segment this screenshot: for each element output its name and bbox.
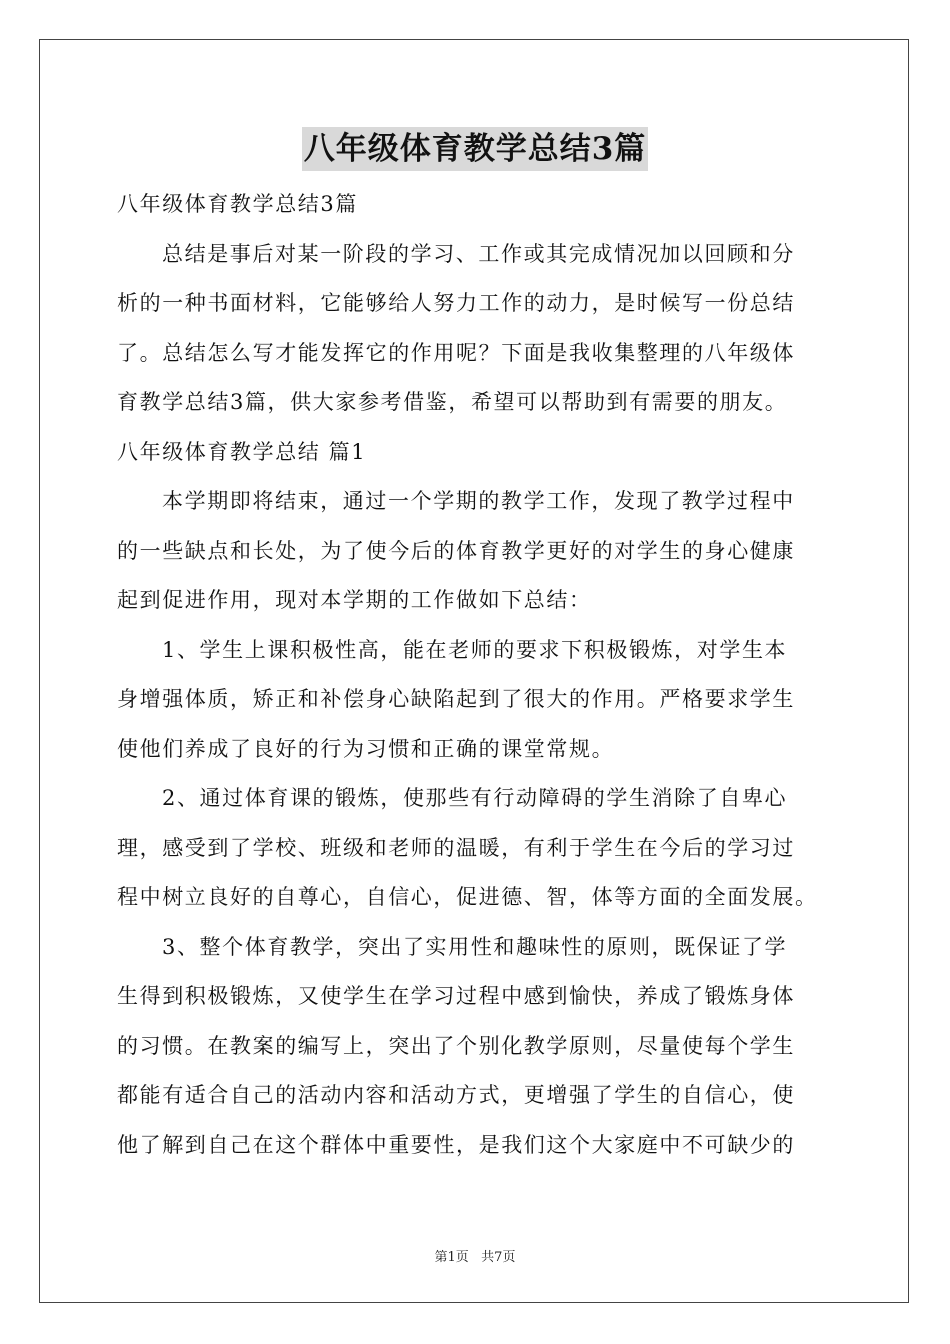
paragraph-line: 理，感受到了学校、班级和老师的温暖，有利于学生在今后的学习过 <box>117 835 795 860</box>
paragraph-line: 1、学生上课积极性高，能在老师的要求下积极锻炼，对学生本 <box>162 637 788 662</box>
paragraph-line: 了。总结怎么写才能发挥它的作用呢？下面是我收集整理的八年级体 <box>117 340 795 365</box>
paragraph-line: 的一些缺点和长处，为了使今后的体育教学更好的对学生的身心健康 <box>117 538 795 563</box>
paragraph-line: 他了解到自己在这个群体中重要性，是我们这个大家庭中不可缺少的 <box>117 1132 795 1157</box>
document-body <box>117 180 839 1170</box>
section-heading: 八年级体育教学总结 篇1 <box>117 439 367 464</box>
subtitle-line: 八年级体育教学总结3篇 <box>117 192 358 216</box>
paragraph-line: 析的一种书面材料，它能够给人努力工作的动力，是时候写一份总结 <box>117 291 795 315</box>
paragraph-line: 生得到积极锻炼，又使学生在学习过程中感到愉快，养成了锻炼身体 <box>117 984 795 1008</box>
paragraph-line: 育教学总结3篇，供大家参考借鉴，希望可以帮助到有需要的朋友。 <box>117 390 788 414</box>
paragraph-line: 3、整个体育教学，突出了实用性和趣味性的原则，既保证了学 <box>162 934 788 959</box>
title-container <box>0 127 950 171</box>
paragraph-line: 本学期即将结束，通过一个学期的教学工作，发现了教学过程中 <box>162 489 795 513</box>
paragraph-line: 身增强体质，矫正和补偿身心缺陷起到了很大的作用。严格要求学生 <box>117 687 795 711</box>
paragraph-line: 起到促进作用，现对本学期的工作做如下总结： <box>117 588 592 612</box>
page-number: 第1页 共7页 <box>434 1250 516 1265</box>
page-title: 八年级体育教学总结3篇 <box>302 127 649 171</box>
paragraph-line: 使他们养成了良好的行为习惯和正确的课堂常规。 <box>117 736 615 761</box>
paragraph-line: 总结是事后对某一阶段的学习、工作或其完成情况加以回顾和分 <box>162 241 795 266</box>
paragraph-line: 都能有适合自己的活动内容和活动方式，更增强了学生的自信心，使 <box>117 1083 795 1107</box>
paragraph-line: 的习惯。在教案的编写上，突出了个别化教学原则，尽量使每个学生 <box>117 1033 795 1058</box>
paragraph-line: 2、通过体育课的锻炼，使那些有行动障碍的学生消除了自卑心 <box>162 786 788 810</box>
paragraph-line: 程中树立良好的自尊心，自信心，促进德、智，体等方面的全面发展。 <box>117 885 818 909</box>
